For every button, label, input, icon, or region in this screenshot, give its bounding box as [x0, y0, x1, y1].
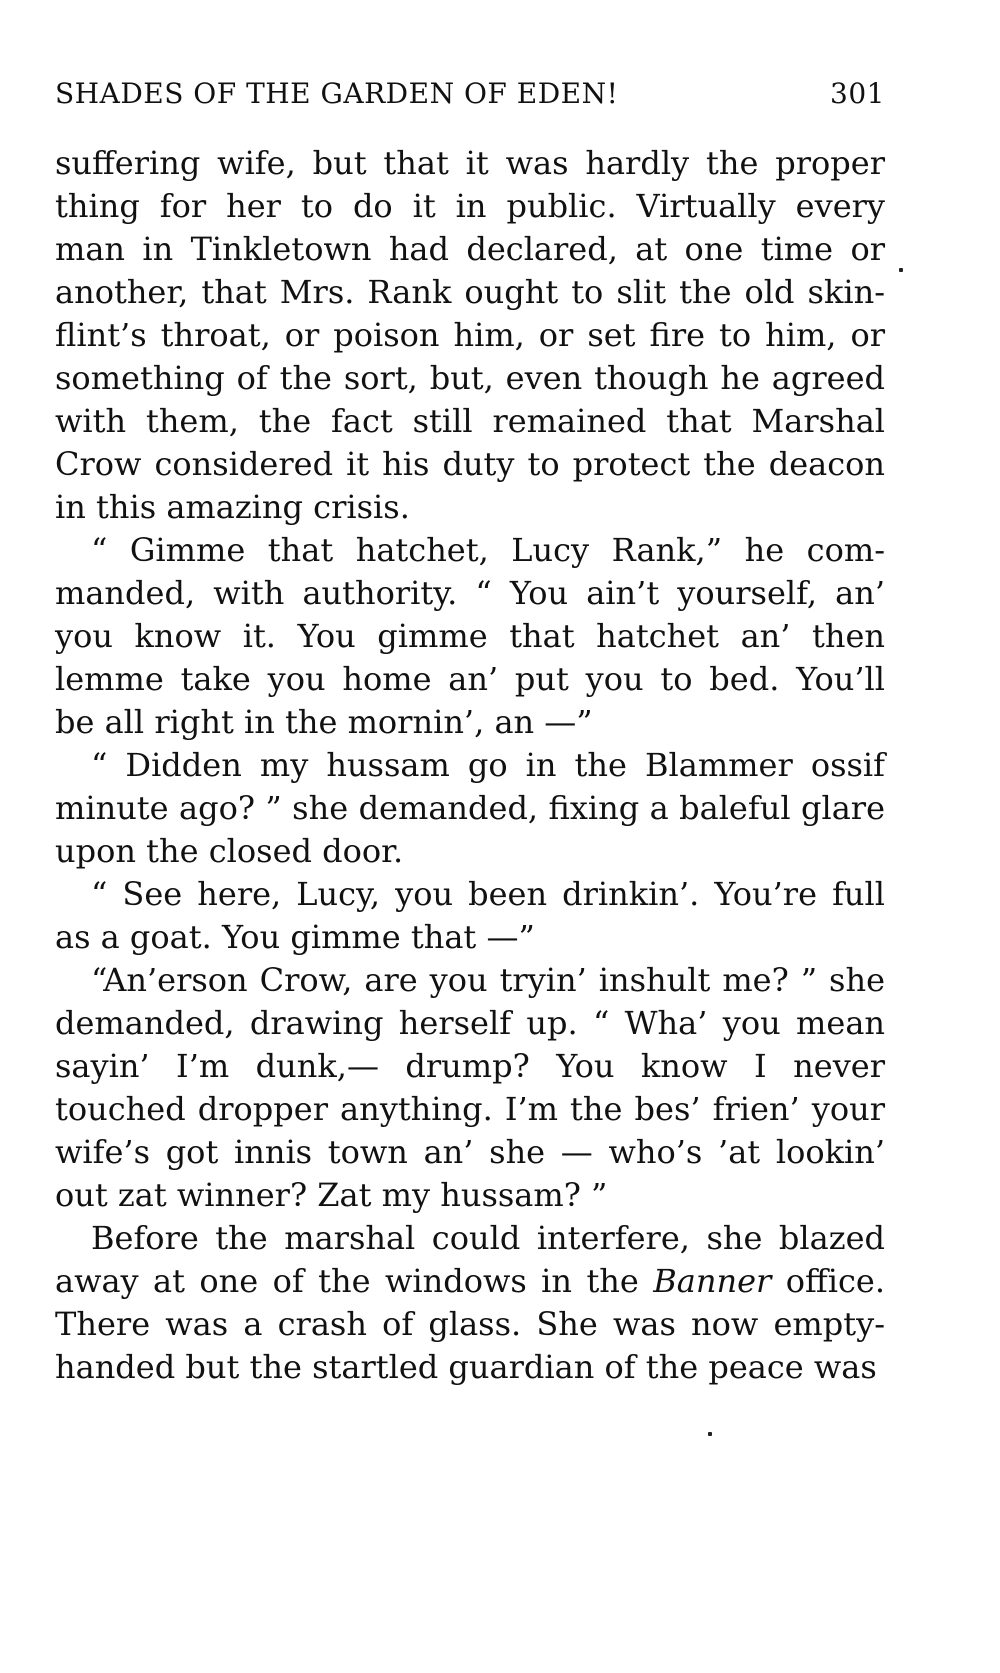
text-line: be all right in the mornin’, an —” [55, 703, 593, 741]
text-line: minute ago? ” she demanded, fixing a baleful glare [55, 789, 885, 827]
text-line: you know it. You gimme that hatchet an’ then [55, 617, 885, 655]
text-line: away at one of the windows in the Banner office. [55, 1262, 886, 1300]
text-line: There was a crash of glass. She was now empty- [55, 1305, 885, 1343]
text-line: out zat winner? Zat my hussam? ” [55, 1176, 608, 1214]
text-line: lemme take you home an’ put you to bed. You’ll [55, 660, 885, 698]
text-line: as a goat. You gimme that —” [55, 918, 535, 956]
text-line: sayin’ I’m dunk,— drump? You know I never [55, 1047, 885, 1085]
italic-name: Banner [653, 1262, 772, 1300]
paragraph [55, 142, 885, 529]
text-line: another, that Mrs. Rank ought to slit the old skin- [55, 273, 885, 311]
paragraph [55, 744, 885, 873]
running-head-title: SHADES OF THE GARDEN OF EDEN! [55, 77, 619, 110]
text-line: Crow considered it his duty to protect the deacon [55, 445, 885, 483]
text-line: suffering wife, but that it was hardly the proper [55, 144, 885, 182]
text-line: in this amazing crisis. [55, 488, 410, 526]
text-line: upon the closed door. [55, 832, 404, 870]
print-speck [708, 1432, 712, 1436]
paragraph [55, 1217, 885, 1389]
text-line: wife’s got innis town an’ she — who’s ’at lookin’ [55, 1133, 885, 1171]
text-line: touched dropper anything. I’m the bes’ frien’ your [55, 1090, 885, 1128]
text-line: flint’s throat, or poison him, or set fire to him, or [55, 316, 885, 354]
text-line: handed but the startled guardian of the peace was [55, 1348, 877, 1386]
body-text [55, 142, 885, 1389]
text-line: man in Tinkletown had declared, at one time or [55, 230, 885, 268]
text-line: manded, with authority. “ You ain’t yourself, an’ [55, 574, 885, 612]
text-line: “ See here, Lucy, you been drinkin’. You’re full [91, 875, 885, 913]
running-head [55, 74, 885, 114]
print-speck [899, 268, 903, 272]
text-line: Before the marshal could interfere, she blazed [91, 1219, 885, 1257]
text-line: “ Didden my hussam go in the Blammer ossif [91, 746, 885, 784]
text-line: “An’erson Crow, are you tryin’ inshult me? ” she [91, 961, 885, 999]
text-line: “ Gimme that hatchet, Lucy Rank,” he com- [91, 531, 885, 569]
page-number: 301 [830, 77, 885, 110]
text-line: with them, the fact still remained that Marshal [55, 402, 885, 440]
paragraph [55, 529, 885, 744]
paragraph [55, 959, 885, 1217]
paragraph [55, 873, 885, 959]
text-line: something of the sort, but, even though he agreed [55, 359, 885, 397]
text-line: demanded, drawing herself up. “ Wha’ you mean [55, 1004, 885, 1042]
text-line: thing for her to do it in public. Virtually every [55, 187, 885, 225]
